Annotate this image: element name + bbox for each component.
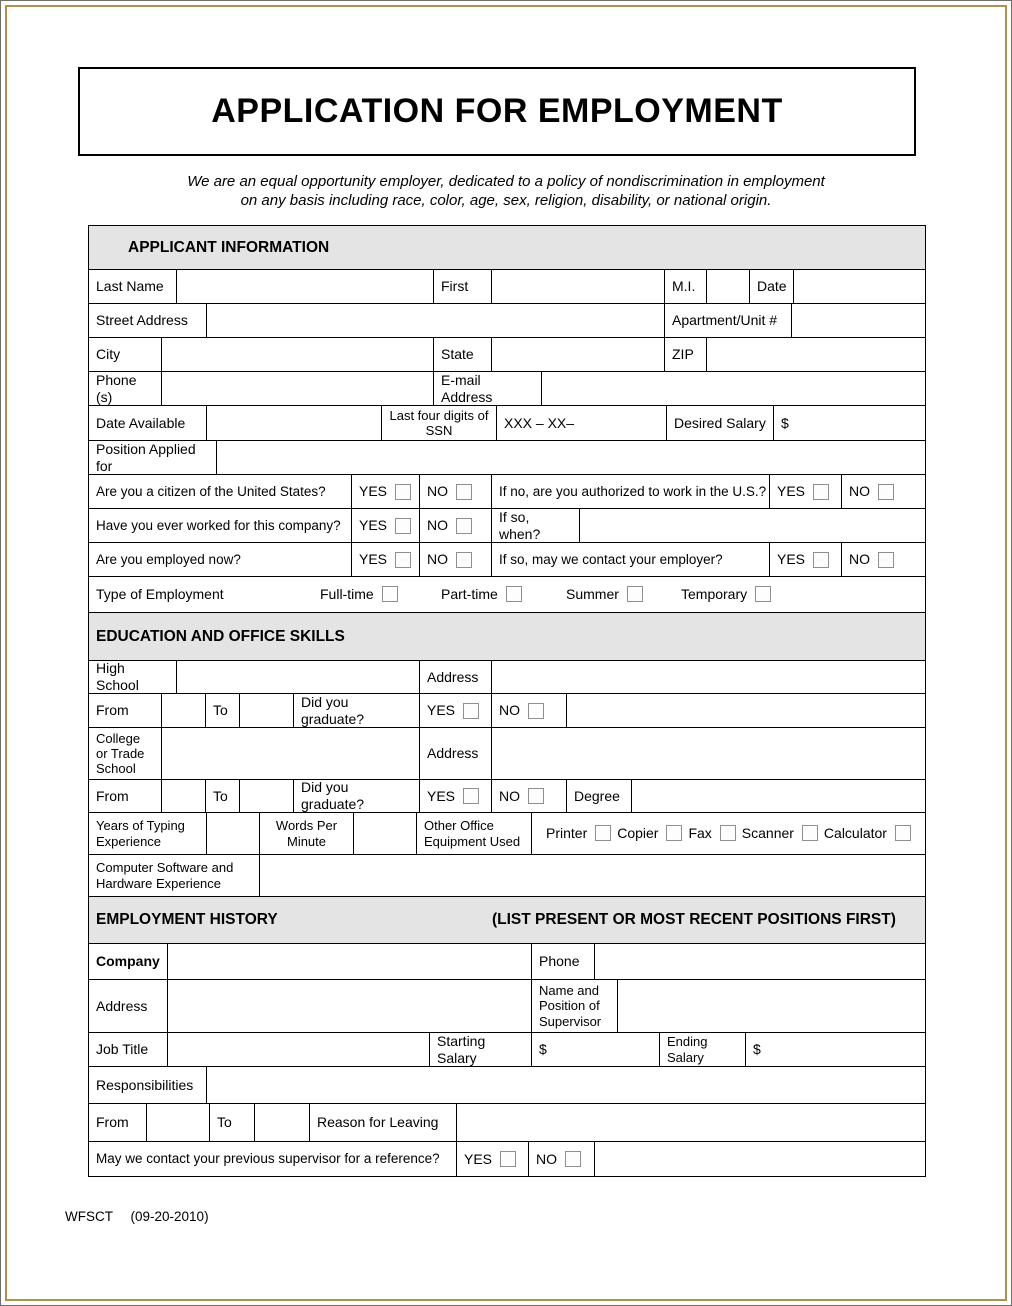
input-company-phone[interactable] [594, 944, 925, 979]
no-label: NO [499, 702, 520, 719]
label-date: Date [749, 270, 793, 303]
input-starting-salary[interactable] [531, 1033, 659, 1066]
hs-graduate-yes-cell [419, 694, 491, 727]
row-position-applied [89, 440, 925, 474]
yes-label: YES [427, 787, 456, 804]
label-reason-for-leaving: Reason for Leaving [309, 1104, 456, 1141]
no-label: NO [427, 551, 448, 568]
fax-label: Fax [688, 825, 712, 842]
question-contact-employer: If so, may we contact your employer? [491, 543, 769, 576]
input-ssn-last-four[interactable] [496, 406, 666, 440]
label-last-name: Last Name [96, 278, 164, 295]
input-employment-to[interactable] [254, 1104, 309, 1141]
summer-option [566, 586, 681, 603]
label-date-available: Date Available [96, 414, 186, 431]
copier-label: Copier [617, 825, 659, 842]
input-reason-for-leaving[interactable] [456, 1104, 925, 1141]
calculator-label: Calculator [823, 825, 887, 842]
hs-graduate-no-checkbox[interactable] [528, 703, 544, 719]
label-ssn-last-four: Last four digits of SSN [381, 406, 496, 440]
label-to: To [205, 694, 239, 727]
label-phones: Phone (s) [96, 371, 137, 405]
scanner-label: Scanner [741, 825, 794, 842]
scanner-option [742, 825, 818, 842]
authorized-no-cell [841, 475, 925, 508]
input-desired-salary[interactable] [773, 406, 925, 440]
input-first-name[interactable] [491, 270, 664, 303]
label-desired-salary: Desired Salary [666, 406, 773, 440]
row-citizen [89, 474, 925, 508]
input-date[interactable] [793, 270, 925, 303]
worked-no-cell [419, 509, 491, 542]
label-responsibilities: Responsibilities [96, 1076, 194, 1093]
input-city[interactable] [161, 338, 433, 371]
label-starting-salary: Starting Salary [429, 1033, 531, 1066]
yes-label: YES [777, 483, 806, 500]
input-employment-from[interactable] [146, 1104, 209, 1141]
authorized-no-checkbox[interactable] [878, 484, 894, 500]
input-street-address[interactable] [206, 304, 664, 337]
no-label: NO [427, 517, 448, 534]
college-graduate-yes-checkbox[interactable] [463, 788, 479, 804]
input-college[interactable] [161, 728, 419, 779]
calculator-option [824, 825, 911, 842]
input-hs-to[interactable] [239, 694, 293, 727]
yes-label: YES [359, 483, 388, 500]
employed-no-cell [419, 543, 491, 576]
input-last-name[interactable] [176, 270, 433, 303]
yes-label: YES [464, 1150, 493, 1167]
no-label: NO [499, 787, 520, 804]
full-time-option [320, 586, 441, 603]
question-authorized: If no, are you authorized to work in the U.S.? [491, 475, 769, 508]
employed-no-checkbox[interactable] [456, 552, 472, 568]
contact-employer-no-cell [841, 543, 925, 576]
section-employment-title: EMPLOYMENT HISTORY [96, 911, 278, 928]
authorized-yes-cell [769, 475, 841, 508]
row-employed-now [89, 542, 925, 576]
worked-no-checkbox[interactable] [456, 518, 472, 534]
printer-checkbox[interactable] [595, 825, 611, 841]
label-from: From [96, 1114, 129, 1131]
row-reference [89, 1141, 925, 1176]
reference-yes-checkbox[interactable] [500, 1151, 516, 1167]
input-job-title[interactable] [167, 1033, 429, 1066]
temporary-checkbox[interactable] [755, 586, 771, 602]
question-employed-now: Are you employed now? [96, 551, 241, 567]
college-graduate-no-cell [491, 780, 566, 812]
label-high-school-address: Address [419, 661, 491, 693]
input-middle-initial[interactable] [706, 270, 749, 303]
dollar-sign: $ [753, 1041, 761, 1058]
college-graduate-yes-cell [419, 780, 491, 812]
row-college [89, 727, 925, 779]
row-street-address [89, 303, 925, 337]
full-time-label: Full-time [320, 586, 374, 603]
calculator-checkbox[interactable] [895, 825, 911, 841]
row-company [89, 943, 925, 979]
label-degree: Degree [566, 780, 631, 812]
label-email: E-mail Address [433, 372, 541, 405]
form-footer [65, 1209, 209, 1224]
label-did-graduate: Did you graduate? [293, 780, 419, 812]
label-job-title: Job Title [96, 1041, 149, 1058]
question-citizen: Are you a citizen of the United States? [96, 483, 326, 499]
full-time-checkbox[interactable] [382, 586, 398, 602]
label-from: From [96, 702, 129, 719]
input-college-address[interactable] [491, 728, 925, 779]
label-college-trade-school: College or Trade School [96, 730, 145, 777]
label-middle-initial: M.I. [664, 270, 706, 303]
worked-yes-cell [351, 509, 419, 542]
temporary-label: Temporary [681, 586, 748, 603]
row-college-dates [89, 779, 925, 812]
label-type-of-employment: Type of Employment [96, 586, 224, 603]
contact-employer-yes-cell [769, 543, 841, 576]
input-zip[interactable] [706, 338, 925, 371]
equal-opportunity-statement [0, 172, 1012, 210]
label-typing-experience: Years of Typing Experience [96, 818, 185, 849]
yes-label: YES [777, 551, 806, 568]
row-date-available-ssn-salary [89, 405, 925, 440]
authorized-yes-checkbox[interactable] [813, 484, 829, 500]
college-graduate-no-checkbox[interactable] [528, 788, 544, 804]
yes-label: YES [359, 551, 388, 568]
row-employer-address [89, 979, 925, 1032]
section-employment-history [89, 896, 925, 943]
label-from: From [96, 787, 129, 804]
label-did-graduate: Did you graduate? [293, 694, 419, 727]
fax-checkbox[interactable] [720, 825, 736, 841]
label-supervisor: Name and Position of Supervisor [531, 980, 617, 1032]
input-employer-address[interactable] [167, 980, 531, 1032]
page-title: APPLICATION FOR EMPLOYMENT [211, 92, 783, 130]
label-street-address: Street Address [96, 312, 188, 329]
part-time-checkbox[interactable] [506, 586, 522, 602]
employed-yes-checkbox[interactable] [395, 552, 411, 568]
employed-yes-cell [351, 543, 419, 576]
copier-option [617, 825, 682, 842]
input-email[interactable] [541, 372, 925, 405]
equipment-options-cell [531, 813, 925, 854]
summer-checkbox[interactable] [627, 586, 643, 602]
row-employment-type [89, 576, 925, 612]
label-company: Company [96, 953, 160, 970]
label-state: State [433, 338, 491, 371]
dollar-sign: $ [539, 1041, 547, 1058]
input-high-school[interactable] [176, 661, 419, 693]
part-time-option [441, 586, 566, 603]
label-employer-address: Address [96, 997, 148, 1014]
input-responsibilities[interactable] [206, 1067, 925, 1103]
row-high-school [89, 660, 925, 693]
employment-type-cell [89, 577, 925, 612]
input-typing-years[interactable] [206, 813, 259, 854]
scanner-checkbox[interactable] [802, 825, 818, 841]
row-computer-experience [89, 854, 925, 896]
row-phone-email [89, 371, 925, 405]
label-other-equipment: Other Office Equipment Used [416, 813, 531, 854]
label-if-so-when: If so, when? [491, 509, 579, 542]
hs-graduate-no-cell [491, 694, 566, 727]
printer-option [546, 825, 611, 842]
input-words-per-minute[interactable] [353, 813, 416, 854]
no-label: NO [427, 483, 448, 500]
citizen-yes-cell [351, 475, 419, 508]
citizen-no-checkbox[interactable] [456, 484, 472, 500]
row-job-title-salary [89, 1032, 925, 1066]
copier-checkbox[interactable] [666, 825, 682, 841]
label-computer-experience: Computer Software and Hardware Experience [96, 860, 234, 891]
section-education [89, 612, 925, 660]
input-hs-from[interactable] [161, 694, 205, 727]
no-label: NO [536, 1150, 557, 1167]
reference-no-checkbox[interactable] [565, 1151, 581, 1167]
section-employment-note: (LIST PRESENT OR MOST RECENT POSITIONS FIRST) [492, 911, 896, 928]
input-ending-salary[interactable] [745, 1033, 925, 1066]
citizen-yes-checkbox[interactable] [395, 484, 411, 500]
title-box [78, 67, 916, 156]
label-city: City [96, 346, 121, 363]
input-college-from[interactable] [161, 780, 205, 812]
input-college-to[interactable] [239, 780, 293, 812]
section-applicant-title: APPLICANT INFORMATION [128, 238, 330, 256]
contact-employer-no-checkbox[interactable] [878, 552, 894, 568]
fax-option [688, 825, 735, 842]
no-label: NO [849, 483, 870, 500]
input-supervisor[interactable] [617, 980, 925, 1032]
input-high-school-address[interactable] [491, 661, 925, 693]
input-date-available[interactable] [206, 406, 381, 440]
no-label: NO [849, 551, 870, 568]
question-reference: May we contact your previous supervisor for a reference? [96, 1151, 440, 1167]
citizen-no-cell [419, 475, 491, 508]
hs-graduate-yes-checkbox[interactable] [463, 703, 479, 719]
label-high-school: High School [96, 660, 139, 693]
input-computer-experience[interactable] [259, 855, 925, 896]
section-education-title: EDUCATION AND OFFICE SKILLS [96, 627, 345, 645]
application-form [88, 225, 926, 1177]
label-ending-salary: Ending Salary [659, 1033, 745, 1066]
label-words-per-minute: Words Per Minute [259, 813, 353, 854]
statement-line-2: on any basis including race, color, age, sex, religion, disability, or national origin. [240, 192, 772, 209]
label-zip: ZIP [664, 338, 706, 371]
row-employment-dates [89, 1103, 925, 1141]
input-degree[interactable] [631, 780, 925, 812]
label-first-name: First [433, 270, 491, 303]
form-code: WFSCT [65, 1209, 113, 1224]
form-revision-date: (09-20-2010) [130, 1209, 209, 1224]
statement-line-1: We are an equal opportunity employer, dedicated to a policy of nondiscrimination in employment [187, 173, 825, 190]
printer-label: Printer [546, 825, 588, 842]
blank-cell [566, 694, 925, 727]
contact-employer-yes-checkbox[interactable] [813, 552, 829, 568]
part-time-label: Part-time [441, 586, 498, 603]
input-state[interactable] [491, 338, 664, 371]
row-worked-before [89, 508, 925, 542]
question-worked-before: Have you ever worked for this company? [96, 517, 341, 533]
label-apartment-unit: Apartment/Unit # [664, 304, 791, 337]
label-to: To [205, 780, 239, 812]
label-position-applied: Position Applied for [96, 440, 196, 474]
input-phones[interactable] [161, 372, 433, 405]
label-college-address: Address [419, 728, 491, 779]
input-when-worked[interactable] [579, 509, 925, 542]
input-apartment-unit[interactable] [791, 304, 925, 337]
input-position-applied[interactable] [216, 441, 925, 474]
ssn-mask-text: XXX – XX– [504, 414, 575, 431]
label-to: To [209, 1104, 254, 1141]
temporary-option [681, 586, 771, 603]
section-applicant-information [89, 226, 925, 269]
row-high-school-dates [89, 693, 925, 727]
row-name [89, 269, 925, 303]
row-city-state-zip [89, 337, 925, 371]
summer-label: Summer [566, 586, 619, 603]
worked-yes-checkbox[interactable] [395, 518, 411, 534]
reference-yes-cell [456, 1142, 528, 1176]
label-phone: Phone [531, 944, 594, 979]
dollar-sign: $ [781, 414, 789, 431]
row-responsibilities [89, 1066, 925, 1103]
yes-label: YES [359, 517, 388, 534]
blank-cell [594, 1142, 925, 1176]
reference-no-cell [528, 1142, 594, 1176]
input-company[interactable] [167, 944, 531, 979]
row-typing-equipment [89, 812, 925, 854]
yes-label: YES [427, 702, 456, 719]
